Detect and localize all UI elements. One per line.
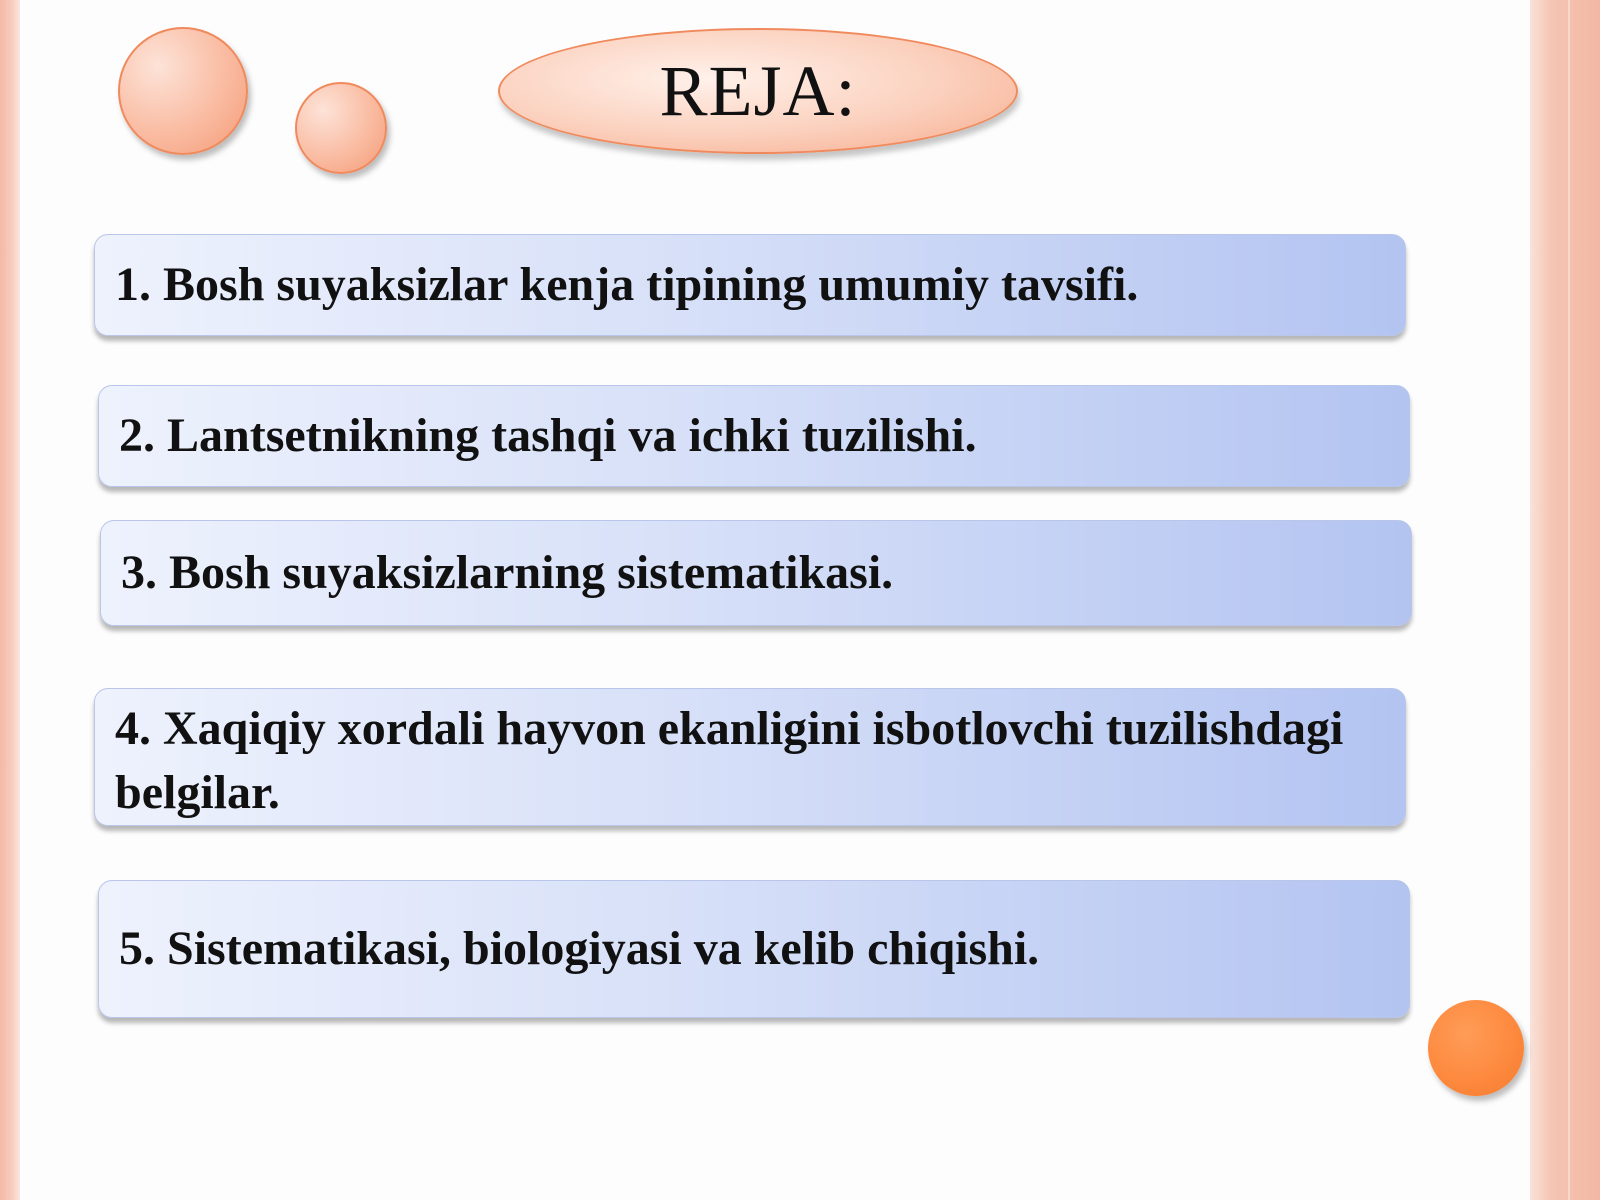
decorative-bubble-large — [118, 27, 248, 155]
plan-item-text: 2. Lantsetnikning tashqi va ichki tuzilishi. — [119, 408, 977, 462]
left-border-stripe — [0, 0, 20, 1200]
title-ellipse — [498, 28, 1018, 154]
plan-item-text: 3. Bosh suyaksizlarning sistematikasi. — [121, 545, 894, 599]
plan-item-4 — [94, 688, 1406, 826]
decorative-bubble-small — [295, 82, 387, 174]
plan-item-text: 5. Sistematikasi, biologiyasi va kelib chiqishi. — [119, 921, 1040, 975]
right-border-line — [1568, 0, 1570, 1200]
slide-title: REJA: — [659, 50, 857, 131]
decorative-bubble-orange — [1428, 1000, 1524, 1096]
plan-item-1 — [94, 234, 1406, 336]
plan-item-3 — [100, 520, 1412, 626]
plan-item-5 — [98, 880, 1410, 1018]
right-border-stripe — [1530, 0, 1600, 1200]
plan-item-text: 1. Bosh suyaksizlar kenja tipining umumiy tavsifi. — [115, 257, 1139, 311]
plan-item-text: 4. Xaqiqiy xordali hayvon ekanligini isbotlovchi tuzilishdagi belgilar. — [115, 702, 1344, 819]
plan-item-2 — [98, 385, 1410, 487]
